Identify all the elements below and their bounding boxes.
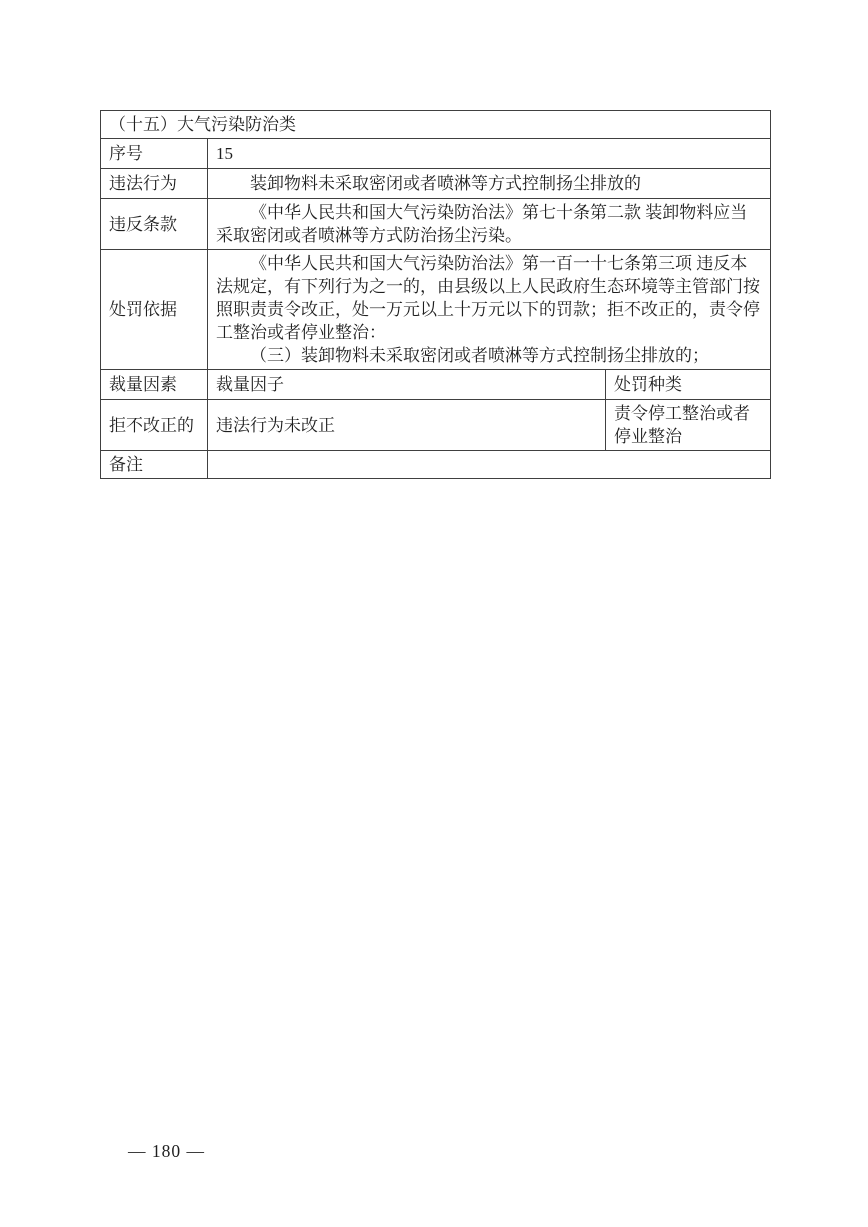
penalty-basis-paragraph-2: （三）装卸物料未采取密闭或者喷淋等方式控制扬尘排放的； bbox=[250, 346, 709, 365]
discretion-factor-column-header: 裁量因子 bbox=[208, 370, 606, 400]
illegal-act-label: 违法行为 bbox=[101, 169, 208, 199]
penalty-basis-value bbox=[208, 250, 771, 370]
table-row-penalty-basis bbox=[101, 250, 771, 370]
penalty-basis-paragraph-1: 《中华人民共和国大气污染防治法》第一百一十七条第三项 违反本法规定，有下列行为之一的，由县级以上人民政府生态环境等主管部门按照职责责令改正，处一万元以上十万元以下的罚款；拒不改正的，责令停工整治或者停业整治： bbox=[216, 254, 760, 342]
table-row-violated-clause bbox=[101, 199, 771, 250]
violated-clause-value: 《中华人民共和国大气污染防治法》第七十条第二款 装卸物料应当采取密闭或者喷淋等方式防治扬尘污染。 bbox=[208, 199, 771, 250]
serial-value: 15 bbox=[208, 139, 771, 169]
table-row-remarks bbox=[101, 451, 771, 479]
table-row-serial bbox=[101, 139, 771, 169]
penalty-type-value: 责令停工整治或者停业整治 bbox=[606, 400, 771, 451]
violated-clause-label: 违反条款 bbox=[101, 199, 208, 250]
table-row-discretion bbox=[101, 400, 771, 451]
penalty-type-column-header: 处罚种类 bbox=[606, 370, 771, 400]
category-header: （十五）大气污染防治类 bbox=[101, 111, 771, 139]
discretion-factor-section-label: 裁量因素 bbox=[101, 370, 208, 400]
remarks-label: 备注 bbox=[101, 451, 208, 479]
discretion-row-label: 拒不改正的 bbox=[101, 400, 208, 451]
table-row-illegal-act bbox=[101, 169, 771, 199]
table-row-discretion-header bbox=[101, 370, 771, 400]
discretion-factor-value: 违法行为未改正 bbox=[208, 400, 606, 451]
serial-label: 序号 bbox=[101, 139, 208, 169]
illegal-act-value: 装卸物料未采取密闭或者喷淋等方式控制扬尘排放的 bbox=[208, 169, 771, 199]
penalty-table bbox=[100, 110, 771, 479]
remarks-value bbox=[208, 451, 771, 479]
footer-page-number: — 180 — bbox=[128, 1141, 205, 1161]
table-row-category bbox=[101, 111, 771, 139]
penalty-basis-label: 处罚依据 bbox=[101, 250, 208, 370]
